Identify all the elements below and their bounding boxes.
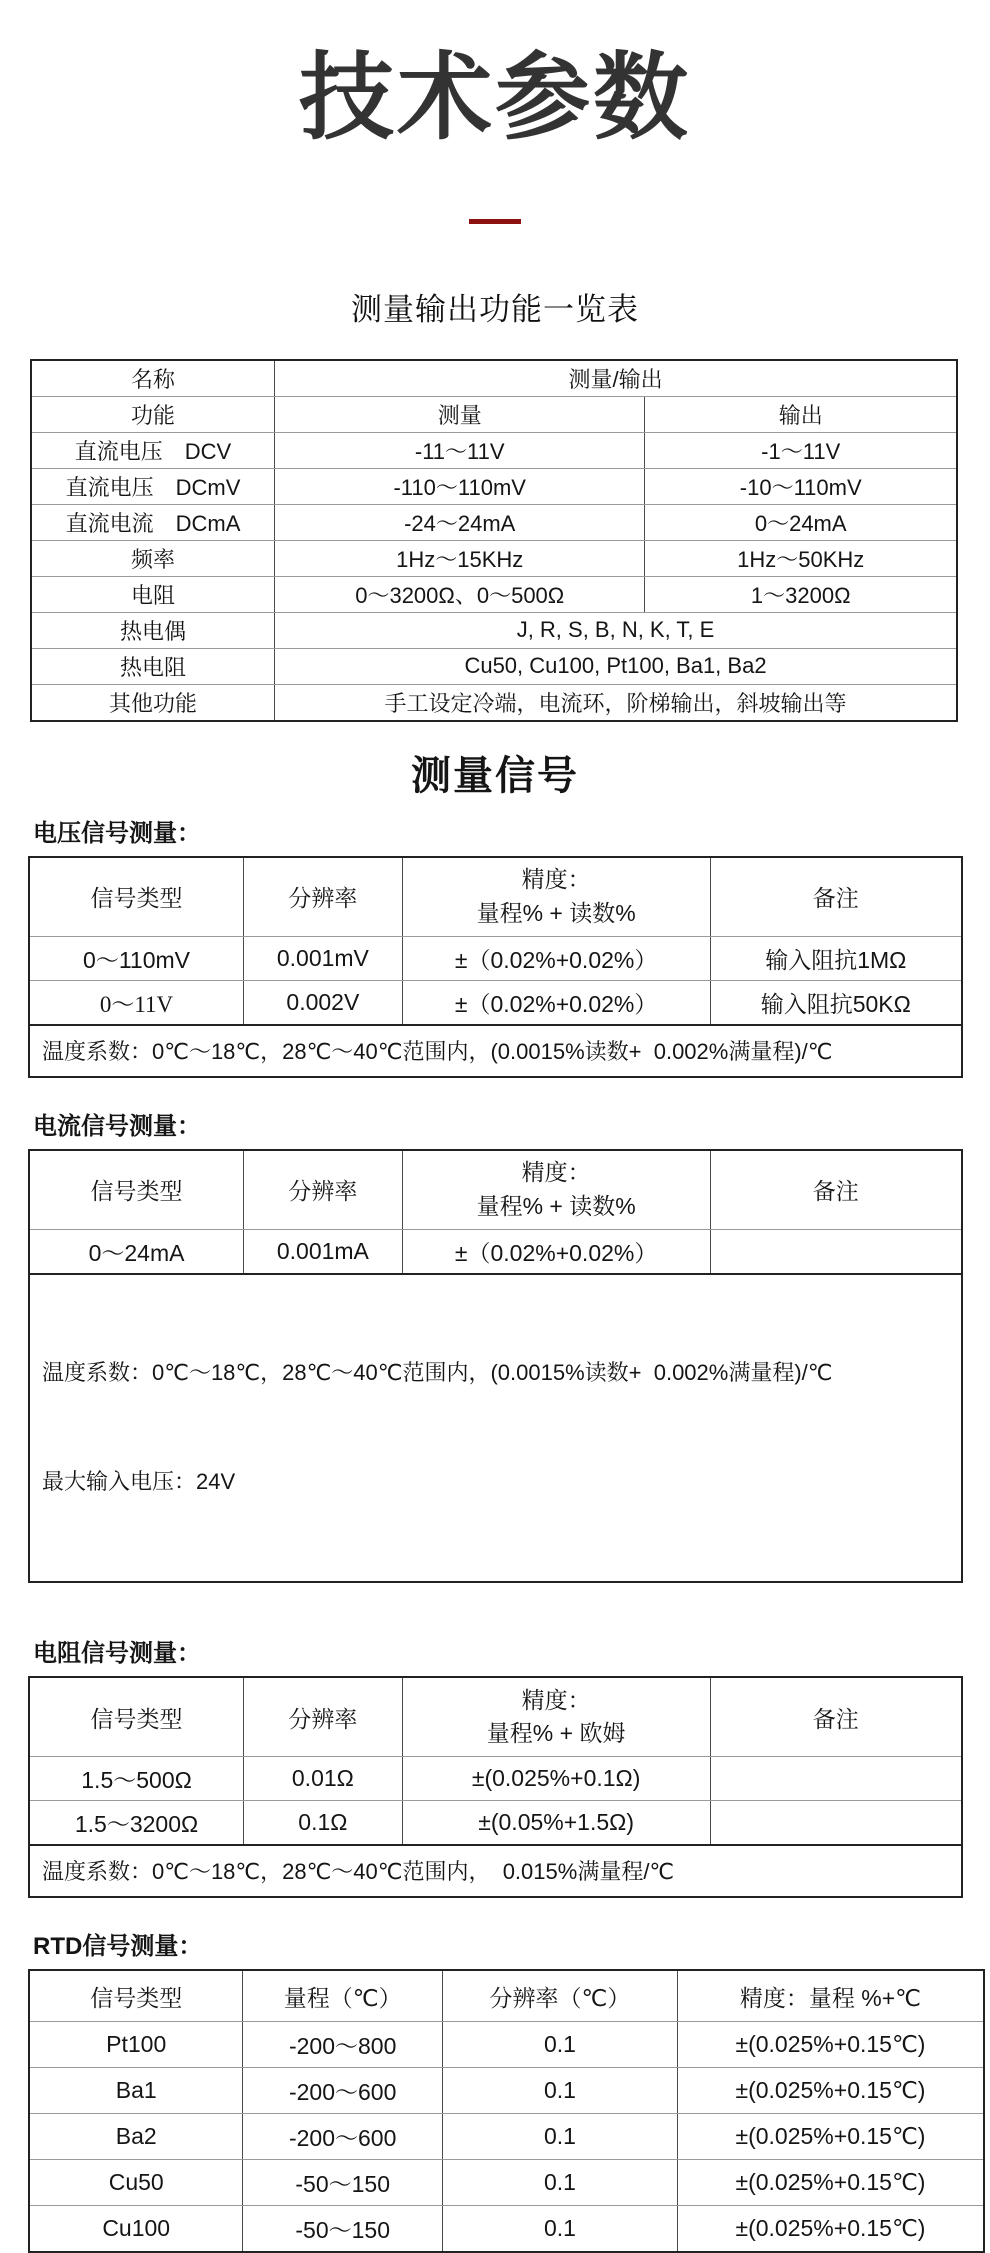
rtd-table (28, 1969, 985, 2253)
table-cell: 1Hz～50KHz (645, 540, 957, 576)
resistance-table-label: 电阻信号测量： (33, 1639, 201, 1667)
header-cell: 分辨率 (244, 1677, 403, 1757)
table-footnote-row (29, 1025, 962, 1077)
header-cell: 信号类型 (29, 1677, 244, 1757)
table-cell: 测量/输出 (275, 360, 957, 397)
table-row (29, 2160, 984, 2206)
table-cell: ±(0.05%+1.5Ω) (402, 1801, 710, 1845)
table-cell: 0～110mV (29, 937, 244, 981)
table-cell: Pt100 (29, 2022, 243, 2068)
row-label-cell: 热电阻 (31, 648, 275, 684)
table-row (31, 648, 957, 684)
table-cell: 0～3200Ω、0～500Ω (275, 576, 645, 612)
table-cell: 0～11V (29, 981, 244, 1025)
row-label-cell: 直流电流 DCmA (31, 504, 275, 540)
table-cell: 0.001mA (244, 1230, 403, 1274)
precision-header-line2: 量程% + 读数% (476, 899, 636, 926)
voltage-table (28, 856, 963, 1078)
table-cell (710, 1801, 962, 1845)
table-header-row (29, 1970, 984, 2022)
table-cell: 测量 (275, 396, 645, 432)
table-footnote: 温度系数：0℃～18℃，28℃～40℃范围内， 0.015%满量程/℃ (29, 1845, 962, 1897)
current-table (28, 1149, 963, 1583)
table-row (31, 396, 957, 432)
table-cell (710, 1757, 962, 1801)
table-row (31, 468, 957, 504)
table-header-row (29, 1677, 962, 1757)
header-cell: 分辨率 (244, 1150, 403, 1230)
table-cell: 1.5～3200Ω (29, 1801, 244, 1845)
rtd-table-label: RTD信号测量： (33, 1932, 203, 1960)
footnote-line1: 温度系数：0℃～18℃，28℃～40℃范围内，(0.0015%读数+ 0.002%满量程)/℃ (42, 1360, 833, 1386)
table-row (31, 576, 957, 612)
table-row (29, 981, 962, 1025)
table-cell: J, R, S, B, N, K, T, E (275, 612, 957, 648)
voltage-table-label: 电压信号测量： (33, 819, 201, 847)
header-cell: 备注 (710, 1150, 962, 1230)
header-cell: 量程（℃） (243, 1970, 443, 2022)
table-cell: 0.1 (443, 2068, 678, 2114)
table-footnote (29, 1274, 962, 1582)
row-label-cell: 热电偶 (31, 612, 275, 648)
page (0, 45, 990, 2244)
table-cell: 0.1 (443, 2114, 678, 2160)
table-row (31, 684, 957, 721)
table-row (29, 2114, 984, 2160)
header-cell: 信号类型 (29, 1970, 243, 2022)
footnote-line2: 最大输入电压：24V (42, 1468, 236, 1494)
table-cell: -24～24mA (275, 504, 645, 540)
table-cell: ±(0.025%+0.1Ω) (402, 1757, 710, 1801)
table-cell: -110～110mV (275, 468, 645, 504)
table-cell: ±（0.02%+0.02%） (402, 937, 710, 981)
table-row (29, 2022, 984, 2068)
table-footnote-row (29, 1845, 962, 1897)
table-cell: 0～24mA (645, 504, 957, 540)
table-cell: 0.1Ω (244, 1801, 403, 1845)
table-cell: 0～24mA (29, 1230, 244, 1274)
table-row (29, 1230, 962, 1274)
table-cell: 0.1 (443, 2160, 678, 2206)
table-cell: -50～150 (243, 2206, 443, 2252)
overview-table (30, 359, 958, 722)
row-label-cell: 频率 (31, 540, 275, 576)
precision-header-line1: 精度： (521, 866, 591, 893)
precision-header-cell (402, 1677, 710, 1757)
row-label-cell: 其他功能 (31, 684, 275, 721)
table-row (29, 1801, 962, 1845)
table-footnote: 温度系数：0℃～18℃，28℃～40℃范围内，(0.0015%读数+ 0.002%满量程)/℃ (29, 1025, 962, 1077)
table-row (31, 432, 957, 468)
table-cell: ±(0.025%+0.15℃) (677, 2114, 984, 2160)
precision-header-line1: 精度： (521, 1686, 591, 1713)
table-cell: ±（0.02%+0.02%） (402, 981, 710, 1025)
precision-header-line2: 量程% + 欧姆 (486, 1720, 626, 1747)
table-cell: 输入阻抗1MΩ (710, 937, 962, 981)
row-label-cell: 名称 (31, 360, 275, 397)
table-cell: Ba2 (29, 2114, 243, 2160)
table-row (31, 540, 957, 576)
table-cell: -50～150 (243, 2160, 443, 2206)
table-cell: 0.1 (443, 2206, 678, 2252)
header-cell: 信号类型 (29, 857, 244, 937)
table-cell: -200～600 (243, 2068, 443, 2114)
row-label-cell: 直流电压 DCmV (31, 468, 275, 504)
table-cell: Ba1 (29, 2068, 243, 2114)
table-cell: 1Hz～15KHz (275, 540, 645, 576)
header-cell: 分辨率（℃） (443, 1970, 678, 2022)
table-cell: 手工设定冷端，电流环，阶梯输出，斜坡输出等 (275, 684, 957, 721)
precision-header-line1: 精度： (521, 1159, 591, 1186)
table-cell: 输出 (645, 396, 957, 432)
table-footnote-row (29, 1274, 962, 1582)
signal-section-title: 测量信号 (411, 753, 579, 798)
table-cell: 0.1 (443, 2022, 678, 2068)
table-cell: Cu100 (29, 2206, 243, 2252)
table-row (29, 1757, 962, 1801)
row-label-cell: 直流电压 DCV (31, 432, 275, 468)
table-cell: 0.002V (244, 981, 403, 1025)
table-row (29, 937, 962, 981)
table-cell: ±(0.025%+0.15℃) (677, 2160, 984, 2206)
table-header-row (29, 857, 962, 937)
table-cell (710, 1230, 962, 1274)
header-cell: 分辨率 (244, 857, 403, 937)
table-cell: -10～110mV (645, 468, 957, 504)
table-header-row (29, 1150, 962, 1230)
resistance-table (28, 1676, 963, 1898)
table-cell: -1～11V (645, 432, 957, 468)
table-cell: Cu50, Cu100, Pt100, Ba1, Ba2 (275, 648, 957, 684)
header-cell: 备注 (710, 1677, 962, 1757)
title-divider (469, 219, 521, 224)
row-label-cell: 功能 (31, 396, 275, 432)
table-cell: Cu50 (29, 2160, 243, 2206)
table-cell: 1.5～500Ω (29, 1757, 244, 1801)
table-row (31, 504, 957, 540)
table-cell: -200～800 (243, 2022, 443, 2068)
table-row (31, 612, 957, 648)
table-cell: ±(0.025%+0.15℃) (677, 2022, 984, 2068)
table-row (29, 2068, 984, 2114)
row-label-cell: 电阻 (31, 576, 275, 612)
header-cell: 信号类型 (29, 1150, 244, 1230)
table-cell: 0.001mV (244, 937, 403, 981)
table-cell: 输入阻抗50KΩ (710, 981, 962, 1025)
header-cell: 精度：量程 %+℃ (677, 1970, 984, 2022)
table-cell: ±（0.02%+0.02%） (402, 1230, 710, 1274)
table-row (29, 2206, 984, 2252)
table-cell: ±(0.025%+0.15℃) (677, 2068, 984, 2114)
table-cell: -11～11V (275, 432, 645, 468)
overview-table-title: 测量输出功能一览表 (351, 291, 639, 327)
precision-header-cell (402, 857, 710, 937)
table-row (31, 360, 957, 397)
precision-header-cell (402, 1150, 710, 1230)
precision-header-line2: 量程% + 读数% (476, 1192, 636, 1219)
table-cell: ±(0.025%+0.15℃) (677, 2206, 984, 2252)
page-title: 技术参数 (298, 45, 691, 151)
header-cell: 备注 (710, 857, 962, 937)
table-cell: 0.01Ω (244, 1757, 403, 1801)
table-cell: 1～3200Ω (645, 576, 957, 612)
current-table-label: 电流信号测量： (33, 1112, 201, 1140)
table-cell: -200～600 (243, 2114, 443, 2160)
